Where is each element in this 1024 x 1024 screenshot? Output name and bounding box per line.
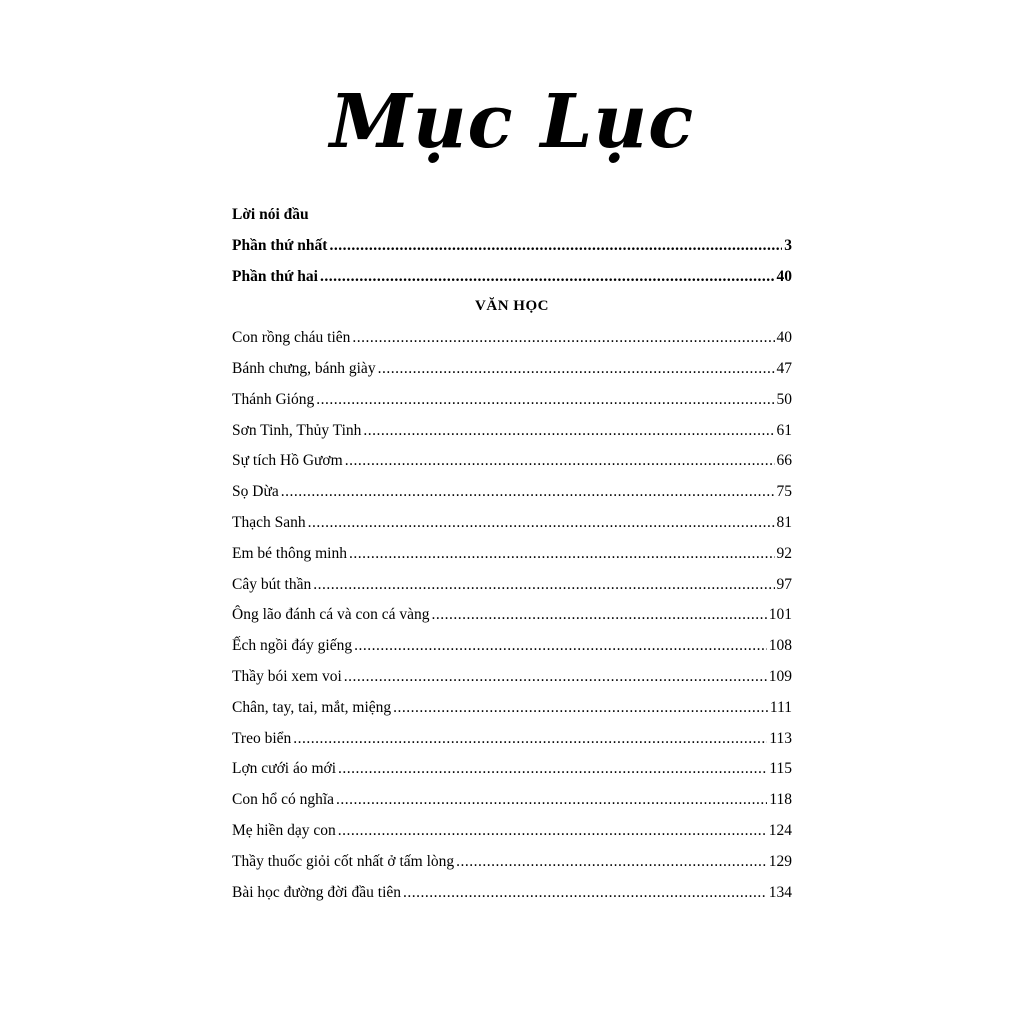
toc-entry [232,730,792,761]
toc-entry-label: Lợn cưới áo mới [232,760,337,778]
toc-entry [232,791,792,822]
toc-entry-label: Thạch Sanh [232,513,306,531]
toc-entry-label: Ông lão đánh cá và con cá vàng [232,606,430,624]
toc-entry-part-one [232,237,792,268]
toc-entry-part-two [232,268,792,299]
dot-leader [329,237,782,255]
dot-leader [456,853,767,871]
dot-leader [345,452,775,470]
toc-entry [232,329,792,360]
toc-entry [232,514,792,545]
toc-entry [232,576,792,607]
toc-entry-page: 111 [769,698,792,716]
toc-entry-label: Bài học đường đời đầu tiên [232,883,402,901]
dot-leader [349,545,775,563]
toc-entry [232,637,792,668]
dot-leader [338,822,767,840]
toc-entry [232,699,792,730]
toc-entry [232,760,792,791]
toc-entry-page: 134 [768,883,792,901]
toc-entry-page: 124 [768,821,792,839]
toc-entry [232,884,792,915]
toc-entry-page: 40 [776,267,792,285]
toc-entry-page: 3 [784,236,792,254]
toc-entry [232,452,792,483]
toc-entry-page: 97 [776,575,792,593]
toc-entry-label: Thầy thuốc giỏi cốt nhất ở tấm lòng [232,852,455,870]
toc-entry-label: Sự tích Hồ Gươm [232,452,343,470]
toc-entry-page: 40 [776,329,792,347]
toc-entry-page: 118 [769,791,792,809]
dot-leader [320,268,775,286]
toc-entry-label: Phần thứ hai [232,267,318,285]
dot-leader [338,760,767,778]
toc-entry-page: 92 [776,544,792,562]
toc-entry-page: 109 [768,667,792,685]
toc-entry-page: 47 [776,359,792,377]
toc-entry-label: Chân, tay, tai, mắt, miệng [232,698,392,716]
toc-entry-page: 113 [769,729,792,747]
dot-leader [293,730,767,748]
toc-entry-label: Con rồng cháu tiên [232,329,351,347]
toc-entry-page: 81 [776,513,792,531]
toc-entry [232,483,792,514]
dot-leader [281,483,775,501]
toc-entry-page: 50 [776,390,792,408]
section-heading: VĂN HỌC [475,298,549,315]
toc-entry-page: 66 [776,452,792,470]
toc-entry-page: 129 [768,852,792,870]
toc-entry [232,822,792,853]
toc-entry-label: Phần thứ nhất [232,236,328,254]
toc-entry-label: Mẹ hiền dạy con [232,821,336,839]
dot-leader [313,576,774,594]
toc-entry [232,545,792,576]
dot-leader [344,668,767,686]
toc-entry [232,853,792,884]
toc-entry-label: Cây bút thần [232,575,312,593]
toc-entry [232,422,792,453]
toc-entry-label: Em bé thông minh [232,544,347,562]
toc-entry-label: Thầy bói xem voi [232,667,342,685]
dot-leader [316,391,774,409]
page-title: Mục Lục [329,79,695,165]
dot-leader [336,791,767,809]
toc-entry-page: 108 [768,637,792,655]
dot-leader [363,422,774,440]
toc-entry-label: Bánh chưng, bánh giày [232,359,376,377]
toc-entry [232,606,792,637]
toc-entry-label: Ếch ngồi đáy giếng [232,637,353,655]
toc-entry [232,360,792,391]
toc-entry-preface [232,206,792,237]
dot-leader [393,699,768,717]
toc-entry-label: Sọ Dừa [232,483,279,501]
toc-entry [232,668,792,699]
toc-entry-label: Sơn Tinh, Thủy Tinh [232,421,362,439]
dot-leader [432,606,767,624]
dot-leader [378,360,775,378]
toc-entry-page: 61 [776,421,792,439]
toc-entry-label: Treo biển [232,729,292,747]
toc-entry-label: Lời nói đầu [232,206,309,223]
toc-entry-page: 101 [768,606,792,624]
toc-entry-page: 115 [769,760,792,778]
dot-leader [352,329,774,347]
toc-entry-label: Con hổ có nghĩa [232,791,335,809]
toc-entries-list [232,329,792,914]
dot-leader [354,637,767,655]
table-of-contents [232,206,792,914]
dot-leader [403,884,767,902]
dot-leader [308,514,775,532]
toc-entry-label: Thánh Gióng [232,390,315,408]
toc-entry [232,391,792,422]
toc-entry-page: 75 [776,483,792,501]
